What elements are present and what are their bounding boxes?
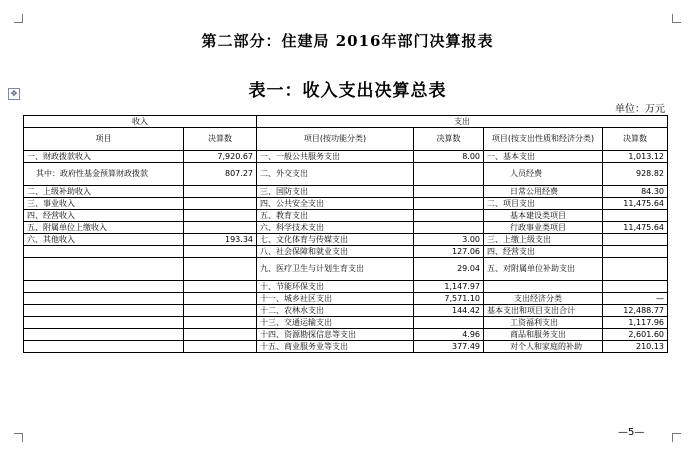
table-cell-income-amount	[184, 222, 257, 234]
table-cell-func-amount	[414, 317, 484, 329]
table-row	[24, 186, 668, 198]
table-move-handle-icon[interactable]: ✥	[8, 88, 20, 100]
table-cell-income-item	[24, 281, 184, 293]
table-cell-econ-amount: 1,117.96	[603, 317, 668, 329]
table-cell-econ-amount: 12,488.77	[603, 305, 668, 317]
table-cell-income-amount	[184, 210, 257, 222]
table-cell-income-amount: 7,920.67	[184, 151, 257, 163]
table-cell-econ-amount: 1,013.12	[603, 151, 668, 163]
table-cell-econ-amount: 928.82	[603, 163, 668, 186]
table-row	[24, 341, 668, 353]
table-cell-income-item: 四、经营收入	[24, 210, 184, 222]
table-cell-func-amount: 29.04	[414, 258, 484, 281]
margin-corner-mark	[14, 14, 23, 23]
table-row	[24, 305, 668, 317]
table-cell-income-amount: 193.34	[184, 234, 257, 246]
table-cell-func-item: 八、社会保障和就业支出	[257, 246, 414, 258]
table-row	[24, 222, 668, 234]
table-cell-func-amount: 144.42	[414, 305, 484, 317]
table-cell-econ-amount: 2,601.60	[603, 329, 668, 341]
income-expense-table	[23, 115, 668, 353]
table-cell-func-amount: 7,571.10	[414, 293, 484, 305]
table-cell-econ-amount: 84.30	[603, 186, 668, 198]
table-cell-func-item: 五、教育支出	[257, 210, 414, 222]
table-cell-econ-amount	[603, 281, 668, 293]
table-cell-econ-item: 一、基本支出	[484, 151, 603, 163]
table-cell-func-item: 十四、资源勘探信息等支出	[257, 329, 414, 341]
table-cell-econ-item: 商品和服务支出	[484, 329, 603, 341]
table-title: 表一：收入支出决算总表	[248, 81, 447, 101]
table-cell-func-item: 十、节能环保支出	[257, 281, 414, 293]
table-cell-income-item: 六、其他收入	[24, 234, 184, 246]
table-cell-income-amount	[184, 305, 257, 317]
table-row	[24, 198, 668, 210]
table-cell-econ-item: 行政事业类项目	[484, 222, 603, 234]
table-cell-econ-amount	[603, 210, 668, 222]
table-cell-income-amount	[184, 198, 257, 210]
table-cell-income-item	[24, 258, 184, 281]
table-cell-func-amount: 8.00	[414, 151, 484, 163]
column-header-function-item: 项目(按功能分类)	[257, 128, 414, 151]
table-cell-income-amount	[184, 186, 257, 198]
table-cell-income-amount	[184, 317, 257, 329]
table-cell-econ-amount	[603, 234, 668, 246]
page-number: —5—	[618, 427, 645, 438]
column-header-economic-item: 项目(按支出性质和经济分类)	[484, 128, 603, 151]
table-cell-econ-amount: 210.13	[603, 341, 668, 353]
table-cell-func-amount: 377.49	[414, 341, 484, 353]
table-cell-econ-item: 支出经济分类	[484, 293, 603, 305]
table-row	[24, 317, 668, 329]
table-cell-func-amount: 1,147.97	[414, 281, 484, 293]
table-cell-func-item: 十三、交通运输支出	[257, 317, 414, 329]
table-cell-income-amount	[184, 341, 257, 353]
table-cell-income-amount	[184, 246, 257, 258]
margin-corner-mark	[672, 14, 681, 23]
table-cell-income-amount	[184, 329, 257, 341]
table-cell-econ-amount: 11,475.64	[603, 222, 668, 234]
unit-label: 单位：万元	[615, 104, 665, 115]
margin-corner-mark	[14, 433, 23, 442]
table-cell-func-item: 三、国防支出	[257, 186, 414, 198]
table-cell-econ-item: 基本建设类项目	[484, 210, 603, 222]
table-cell-econ-amount: 11,475.64	[603, 198, 668, 210]
table-row	[24, 281, 668, 293]
table-cell-income-amount	[184, 258, 257, 281]
table-cell-income-item	[24, 305, 184, 317]
table-cell-func-amount: 127.06	[414, 246, 484, 258]
table-cell-income-item	[24, 341, 184, 353]
table-row	[24, 258, 668, 281]
table-cell-econ-item: 基本支出和项目支出合计	[484, 305, 603, 317]
table-cell-func-amount	[414, 198, 484, 210]
table-cell-income-amount	[184, 293, 257, 305]
table-cell-income-item	[24, 246, 184, 258]
section-title: 第二部分：住建局 2016年部门决算报表	[201, 32, 494, 50]
table-cell-func-item: 九、医疗卫生与计划生育支出	[257, 258, 414, 281]
table-cell-income-item	[24, 329, 184, 341]
income-group-header: 收入	[24, 116, 257, 128]
table-cell-func-item: 四、公共安全支出	[257, 198, 414, 210]
table-cell-income-item: 五、附属单位上缴收入	[24, 222, 184, 234]
table-cell-func-item: 十一、城乡社区支出	[257, 293, 414, 305]
table-cell-econ-item: 三、上缴上级支出	[484, 234, 603, 246]
table-cell-econ-item: 工资福利支出	[484, 317, 603, 329]
expense-group-header: 支出	[257, 116, 668, 128]
table-cell-econ-item: 人员经费	[484, 163, 603, 186]
table-cell-income-amount	[184, 281, 257, 293]
table-row	[24, 151, 668, 163]
table-cell-econ-item: 对个人和家庭的补助	[484, 341, 603, 353]
table-cell-econ-amount	[603, 258, 668, 281]
table-cell-income-item	[24, 317, 184, 329]
table-cell-func-item: 十五、商业服务业等支出	[257, 341, 414, 353]
table-row	[24, 234, 668, 246]
table-row	[24, 293, 668, 305]
column-header-function-amount: 决算数	[414, 128, 484, 151]
table-cell-income-item: 其中：政府性基金预算财政拨款	[24, 163, 184, 186]
table-cell-func-amount: 4.96	[414, 329, 484, 341]
table-cell-econ-item: 四、经营支出	[484, 246, 603, 258]
table-row	[24, 210, 668, 222]
table-cell-func-item: 一、一般公共服务支出	[257, 151, 414, 163]
table-row	[24, 163, 668, 186]
column-header-economic-amount: 决算数	[603, 128, 668, 151]
table-cell-func-amount	[414, 210, 484, 222]
column-header-income-item: 项目	[24, 128, 184, 151]
table-cell-income-item: 二、上级补助收入	[24, 186, 184, 198]
table-cell-income-item: 一、财政拨款收入	[24, 151, 184, 163]
table-cell-econ-item: 日常公用经费	[484, 186, 603, 198]
column-header-income-amount: 决算数	[184, 128, 257, 151]
table-cell-func-item: 七、文化体育与传媒支出	[257, 234, 414, 246]
table-cell-func-item: 二、外交支出	[257, 163, 414, 186]
table-cell-func-amount	[414, 163, 484, 186]
table-cell-econ-item	[484, 281, 603, 293]
margin-corner-mark	[672, 433, 681, 442]
table-cell-econ-amount: —	[603, 293, 668, 305]
table-cell-income-amount: 807.27	[184, 163, 257, 186]
table-cell-income-item: 三、事业收入	[24, 198, 184, 210]
table-cell-func-amount	[414, 222, 484, 234]
table-row	[24, 246, 668, 258]
table-cell-econ-item: 二、项目支出	[484, 198, 603, 210]
table-cell-func-item: 六、科学技术支出	[257, 222, 414, 234]
table-cell-econ-item: 五、对附属单位补助支出	[484, 258, 603, 281]
table-cell-func-amount	[414, 186, 484, 198]
table-cell-func-amount: 3.00	[414, 234, 484, 246]
table-row	[24, 329, 668, 341]
table-cell-econ-amount	[603, 246, 668, 258]
table-cell-income-item	[24, 293, 184, 305]
table-cell-func-item: 十二、农林水支出	[257, 305, 414, 317]
